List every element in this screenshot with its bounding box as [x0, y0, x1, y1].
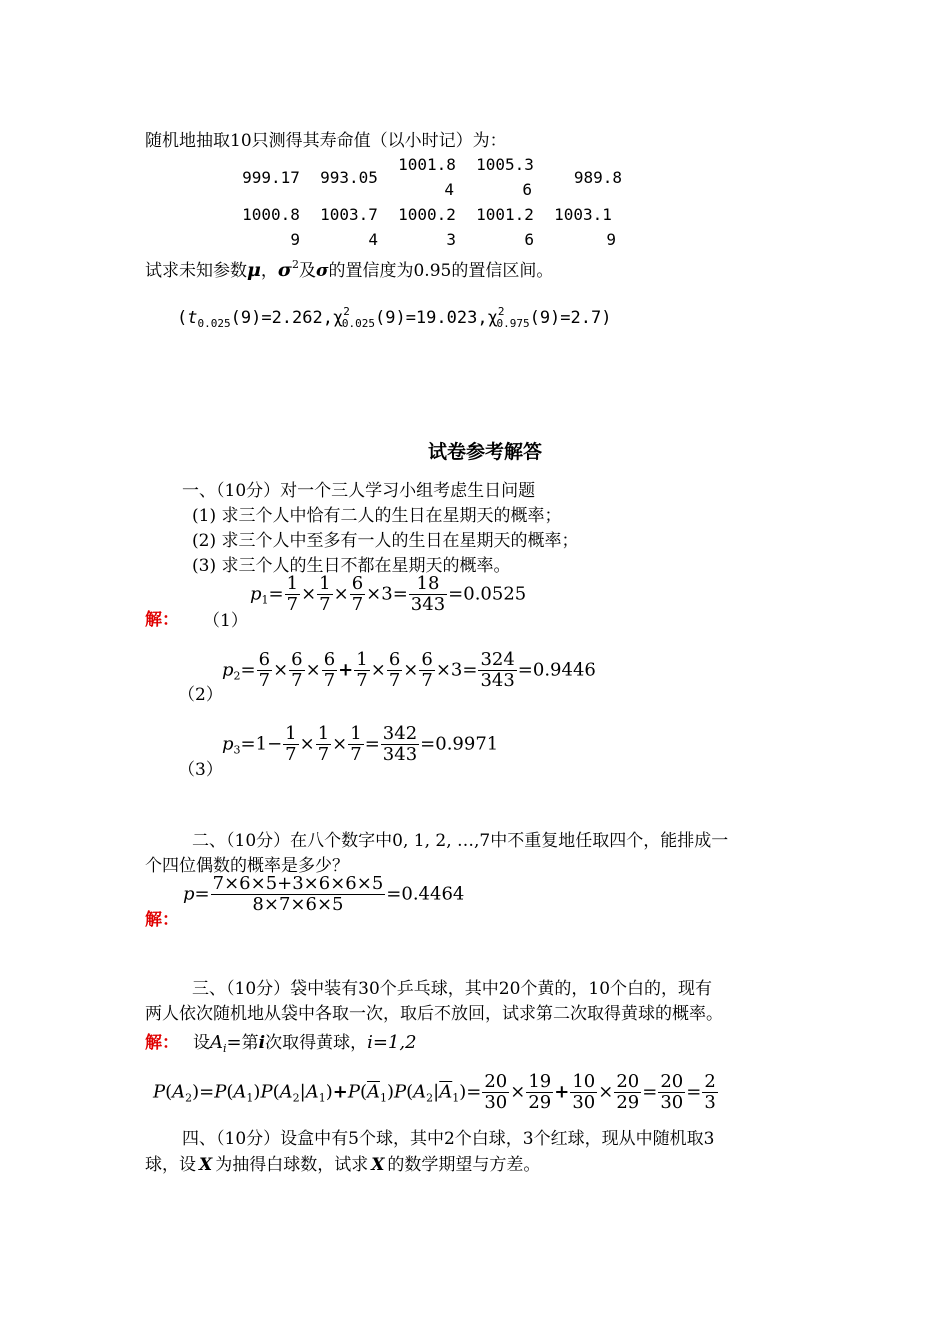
q1-result-1: =0.0525 — [448, 583, 527, 605]
data-row-1 — [232, 152, 622, 202]
q1-formula-2: $p_2=$ $\frac{6}{7}$ × $\frac{6}{7}$ × $\frac{6}{7}$ + $\frac{1}{7}$ × $\frac{6}{7}$ × $\frac{6}{7}$ ×3= $\frac{324}{343}$ =0.9446 — [222, 649, 596, 691]
answer-title: 试卷参考解答 — [428, 441, 543, 463]
q1-solution-label: 解： — [145, 610, 179, 630]
data-cell: 999.17 — [242, 167, 300, 187]
q3-solution: 解： 设$A_i=$第i次取得黄球，i=1,2 — [145, 1032, 417, 1055]
data-cell: 1003.1 9 — [554, 205, 616, 249]
data-cell: 1000.8 9 — [242, 205, 300, 249]
intro-text: 随机地抽取10只测得其寿命值（以小时记）为： — [145, 131, 507, 151]
q2-stem-line1: 二、（10分）在八个数字中0, 1, 2, …,7中不重复地任取四个，能排成一 — [192, 831, 729, 851]
data-cell: 1003.7 4 — [320, 205, 378, 249]
q1-result-3: =0.9971 — [420, 733, 499, 755]
q2-result: =0.4464 — [386, 883, 465, 905]
q2-formula: p= $\frac{7\times 6\times 5+3\times 6\times 6\times 5}{8\times 7\times 6\times 5}$ =0.4464 — [183, 873, 465, 915]
data-table — [232, 152, 622, 252]
data-cell: 993.05 — [320, 167, 378, 187]
q2-solution-label: 解： — [145, 910, 179, 930]
q1-s3-label: （3） — [178, 760, 223, 780]
q1-part-2: (2) 求三个人中至多有一人的生日在星期天的概率； — [192, 531, 579, 551]
data-cell: 989.8 — [573, 167, 622, 187]
data-cell: 1001.8 4 — [398, 155, 456, 199]
q1-result-2: =0.9446 — [517, 659, 596, 681]
data-cell: 1005.3 6 — [476, 155, 534, 199]
q3-stem-line2: 两人依次随机地从袋中各取一次，取后不放回，试求第二次取得黄球的概率。 — [145, 1004, 723, 1024]
task-line: 试求未知参数μ，$\sigma^2$及σ的置信度为0.95的置信区间。 — [145, 258, 554, 281]
q1-formula-3: $p_3=1-$ $\frac{1}{7}$ × $\frac{1}{7}$ × $\frac{1}{7}$ = $\frac{342}{343}$ =0.9971 — [222, 723, 499, 765]
q2-numerator: 7×6×5+3×6×6×5 — [212, 873, 384, 894]
q2-denominator: 8×7×6×5 — [252, 894, 344, 915]
q2-stem-line2: 个四位偶数的概率是多少？ — [145, 856, 349, 876]
q1-part-1: (1) 求三个人中恰有二人的生日在星期天的概率； — [192, 506, 562, 526]
q3-solution-label: 解： — [145, 1033, 179, 1053]
q3-stem-line1: 三、（10分）袋中装有30个乒乓球，其中20个黄的，10个白的，现有 — [192, 979, 713, 999]
q1-formula-1: $p_1=$ $\frac{1}{7}$ × $\frac{1}{7}$ × $\frac{6}{7}$ ×3= $\frac{18}{343}$ =0.0525 — [250, 573, 527, 615]
q4-stem-line1: 四、（10分）设盒中有5个球，其中2个白球，3个红球，现从中随机取3 — [182, 1129, 715, 1149]
q3-formula: $P(A_2)=P(A_1)P(A_2|A_1)+P(\overline{A}_1)P(A_2|\overline{A}_1)=$ $\frac{20}{30}$ × $\frac{19}{29}$ + $\frac{10}{30}$ × $\frac{20}{29}$ = $\frac{20}{30}$ = $\frac{2}{3}$ — [153, 1071, 716, 1113]
q1-part-3: (3) 求三个人的生日不都在星期天的概率。 — [192, 556, 511, 576]
q4-stem-line2: 球，设 X 为抽得白球数，试求 X 的数学期望与方差。 — [145, 1155, 541, 1175]
data-cell: 1000.2 3 — [398, 205, 456, 249]
q1-stem: 一、（10分）对一个三人学习小组考虑生日问题 — [182, 481, 536, 501]
q1-s2-label: （2） — [178, 685, 223, 705]
data-row-2 — [232, 202, 622, 252]
data-cell: 1001.2 6 — [476, 205, 534, 249]
q1-s1-label: （1） — [203, 611, 248, 631]
given-values: $(t_{0.025}(9)=2.262,\chi^2_{0.025}(9)=19.023,\chi^2_{0.975}(9)=2.7)$ — [177, 305, 612, 330]
